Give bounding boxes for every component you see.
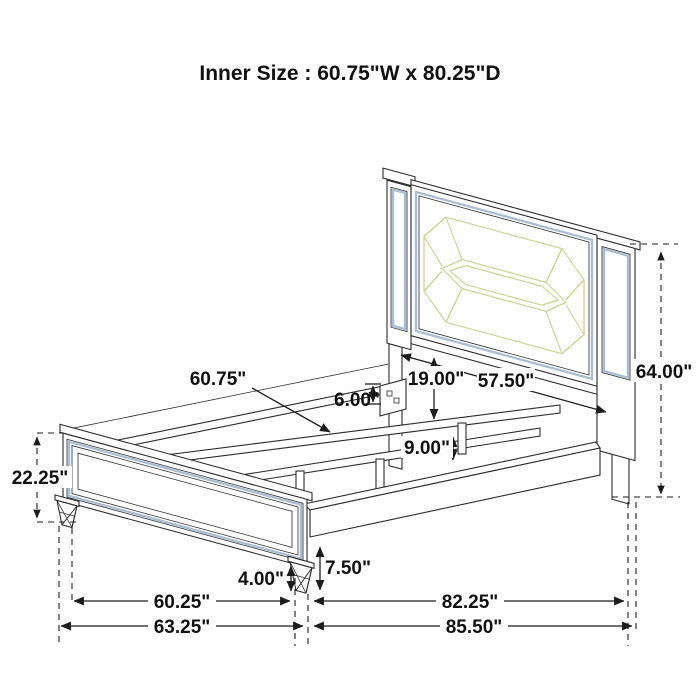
support-leg bbox=[458, 423, 466, 454]
headboard-right-leg bbox=[612, 452, 629, 504]
dim-bracket-gap: 6.00" bbox=[334, 390, 380, 411]
headboard-left-pillar bbox=[387, 180, 411, 350]
dim-headboard-width: 57.50" bbox=[477, 371, 535, 392]
dim-panel-to-slat: 19.00" bbox=[407, 369, 465, 390]
headboard-right-pillar bbox=[597, 238, 635, 460]
dim-rail-floor: 7.50" bbox=[325, 558, 371, 579]
headboard-center-panel bbox=[411, 185, 597, 387]
footboard-left-foot bbox=[55, 495, 79, 530]
dim-overall-depth: 85.50" bbox=[445, 617, 503, 638]
dim-support-leg: 9.00" bbox=[404, 438, 450, 459]
dim-footboard-height: 22.25" bbox=[11, 468, 69, 489]
footboard-right-foot bbox=[288, 556, 314, 595]
diagram-title: Inner Size : 60.75"W x 80.25"D bbox=[199, 62, 501, 85]
dim-footboard-outer: 63.25" bbox=[153, 617, 211, 638]
dim-footboard-inner: 60.25" bbox=[153, 592, 211, 613]
dim-inner-slat-width: 60.75" bbox=[189, 369, 247, 390]
dim-foot-height: 4.00" bbox=[238, 569, 284, 590]
dim-rail-length: 82.25" bbox=[441, 592, 499, 613]
dim-headboard-height: 64.00" bbox=[635, 362, 693, 383]
rail-bracket bbox=[380, 379, 406, 416]
support-leg bbox=[376, 459, 384, 490]
